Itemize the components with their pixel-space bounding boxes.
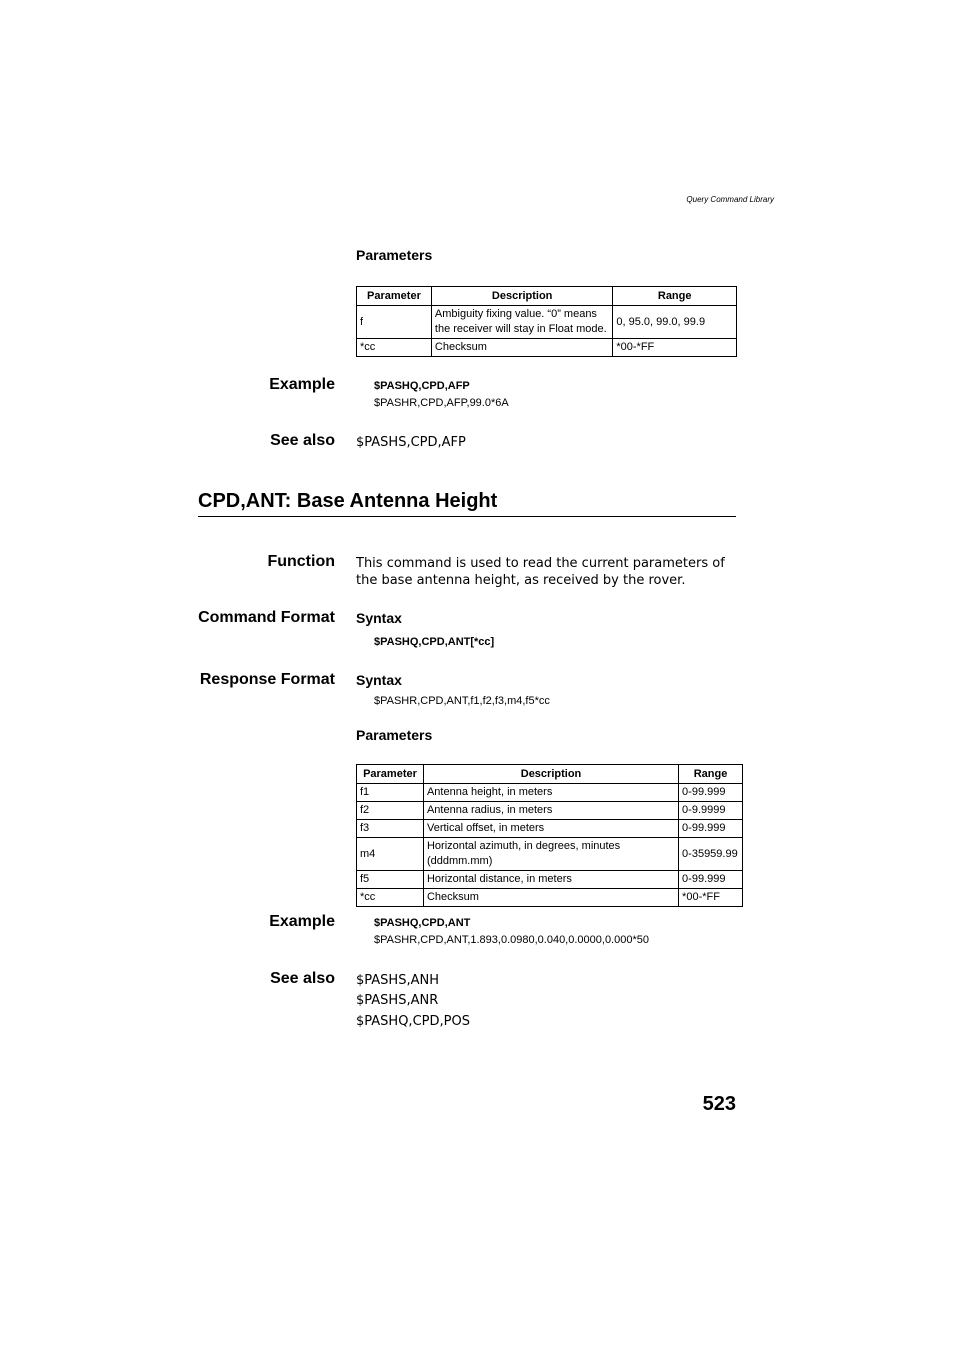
- table-cell: f1: [357, 784, 424, 802]
- table-cell: 0-35959.99: [679, 838, 743, 871]
- command-syntax: $PASHQ,CPD,ANT[*cc]: [374, 636, 495, 648]
- parameters-heading: Parameters: [356, 727, 433, 743]
- table-cell: Horizontal distance, in meters: [423, 871, 678, 889]
- table-cell: 0, 95.0, 99.0, 99.9: [613, 306, 737, 339]
- table-cell: Vertical offset, in meters: [423, 820, 678, 838]
- table-header: Range: [679, 765, 743, 784]
- example-label: Example: [269, 376, 335, 393]
- table-header-row: [357, 765, 743, 784]
- function-label: Function: [267, 553, 335, 570]
- command-format-label: Command Format: [198, 609, 335, 626]
- command-syntax-heading: Syntax: [356, 610, 402, 626]
- table-header: Parameter: [357, 765, 424, 784]
- table-cell: Horizontal azimuth, in degrees, minutes (dddmm.mm): [423, 838, 678, 871]
- table-cell: f2: [357, 802, 424, 820]
- table-cell: f3: [357, 820, 424, 838]
- response-format-label: Response Format: [199, 671, 335, 688]
- ant-parameters-table: [356, 764, 743, 907]
- table-header: Description: [423, 765, 678, 784]
- table-cell: *cc: [357, 339, 432, 357]
- see-also-item: $PASHS,ANH: [356, 973, 439, 988]
- table-cell: f5: [357, 871, 424, 889]
- example-response: $PASHR,CPD,ANT,1.893,0.0980,0.040,0.0000,0.000*50: [374, 934, 649, 946]
- table-header: Parameter: [357, 287, 432, 306]
- example-command: $PASHQ,CPD,ANT: [374, 917, 471, 929]
- see-also-label: See also: [270, 970, 335, 987]
- table-cell: *00-*FF: [679, 889, 743, 907]
- see-also-item: $PASHS,CPD,AFP: [356, 435, 466, 450]
- table-cell: 0-9.9999: [679, 802, 743, 820]
- table-cell: Ambiguity fixing value. “0” means the receiver will stay in Float mode.: [431, 306, 612, 339]
- see-also-item: $PASHQ,CPD,POS: [356, 1014, 470, 1029]
- example-label: Example: [269, 913, 335, 930]
- table-row: [357, 838, 743, 871]
- parameters-heading: Parameters: [356, 247, 433, 263]
- section-title: CPD,ANT: Base Antenna Height: [198, 490, 736, 517]
- table-cell: Checksum: [431, 339, 612, 357]
- see-also-label: See also: [270, 432, 335, 449]
- table-cell: 0-99.999: [679, 871, 743, 889]
- table-cell: m4: [357, 838, 424, 871]
- table-cell: Antenna height, in meters: [423, 784, 678, 802]
- table-cell: *cc: [357, 889, 424, 907]
- running-header: Query Command Library: [686, 195, 774, 204]
- page-number: 523: [702, 1093, 736, 1115]
- table-cell: f: [357, 306, 432, 339]
- table-header-row: [357, 287, 737, 306]
- table-row: [357, 802, 743, 820]
- table-row: [357, 306, 737, 339]
- table-cell: *00-*FF: [613, 339, 737, 357]
- example-command: $PASHQ,CPD,AFP: [374, 380, 470, 392]
- table-header: Description: [431, 287, 612, 306]
- table-row: [357, 339, 737, 357]
- table-row: [357, 784, 743, 802]
- table-row: [357, 871, 743, 889]
- table-cell: 0-99.999: [679, 784, 743, 802]
- table-row: [357, 820, 743, 838]
- afp-parameters-table: [356, 286, 737, 357]
- table-header: Range: [613, 287, 737, 306]
- example-response: $PASHR,CPD,AFP,99.0*6A: [374, 397, 509, 409]
- table-cell: Antenna radius, in meters: [423, 802, 678, 820]
- table-cell: 0-99.999: [679, 820, 743, 838]
- table-cell: Checksum: [423, 889, 678, 907]
- table-row: [357, 889, 743, 907]
- see-also-item: $PASHS,ANR: [356, 993, 439, 1008]
- function-text: This command is used to read the current parameters of the base antenna height, as received by the rover.: [356, 556, 725, 588]
- response-syntax: $PASHR,CPD,ANT,f1,f2,f3,m4,f5*cc: [374, 695, 550, 707]
- response-syntax-heading: Syntax: [356, 672, 402, 688]
